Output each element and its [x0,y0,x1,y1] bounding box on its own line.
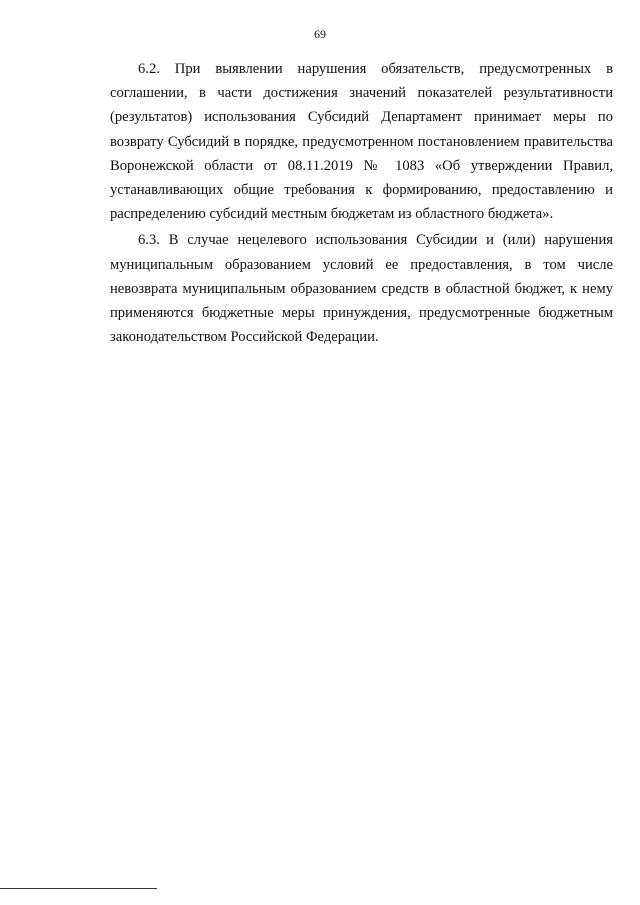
paragraph-6-2: 6.2. При выявлении нарушения обязательств, предусмотренных в соглашении, в части достижения значений показателей результативности (результатов) использования Субсидий Департамент принимает меры по возврату Субсидий в порядке, предусмотренном постановлением правительства Воронежской области от 08.11.2019 № 1083 «Об утверждении Правил, устанавливающих общие требования к формированию, предоставлению и распределению субсидий местным бюджетам из областного бюджета». [110,61,613,223]
paragraph-6-3: 6.3. В случае нецелевого использования Субсидии и (или) нарушения муниципальным образованием условий ее предоставления, в том числе невозврата муниципальным образованием средств в областной бюджет, к нему применяются бюджетные меры принуждения, предусмотренные бюджетным законодательством Российской Федерации. [110,232,613,346]
footer-divider [0,888,157,889]
document-body [110,57,613,349]
page-number: 69 [314,27,326,41]
